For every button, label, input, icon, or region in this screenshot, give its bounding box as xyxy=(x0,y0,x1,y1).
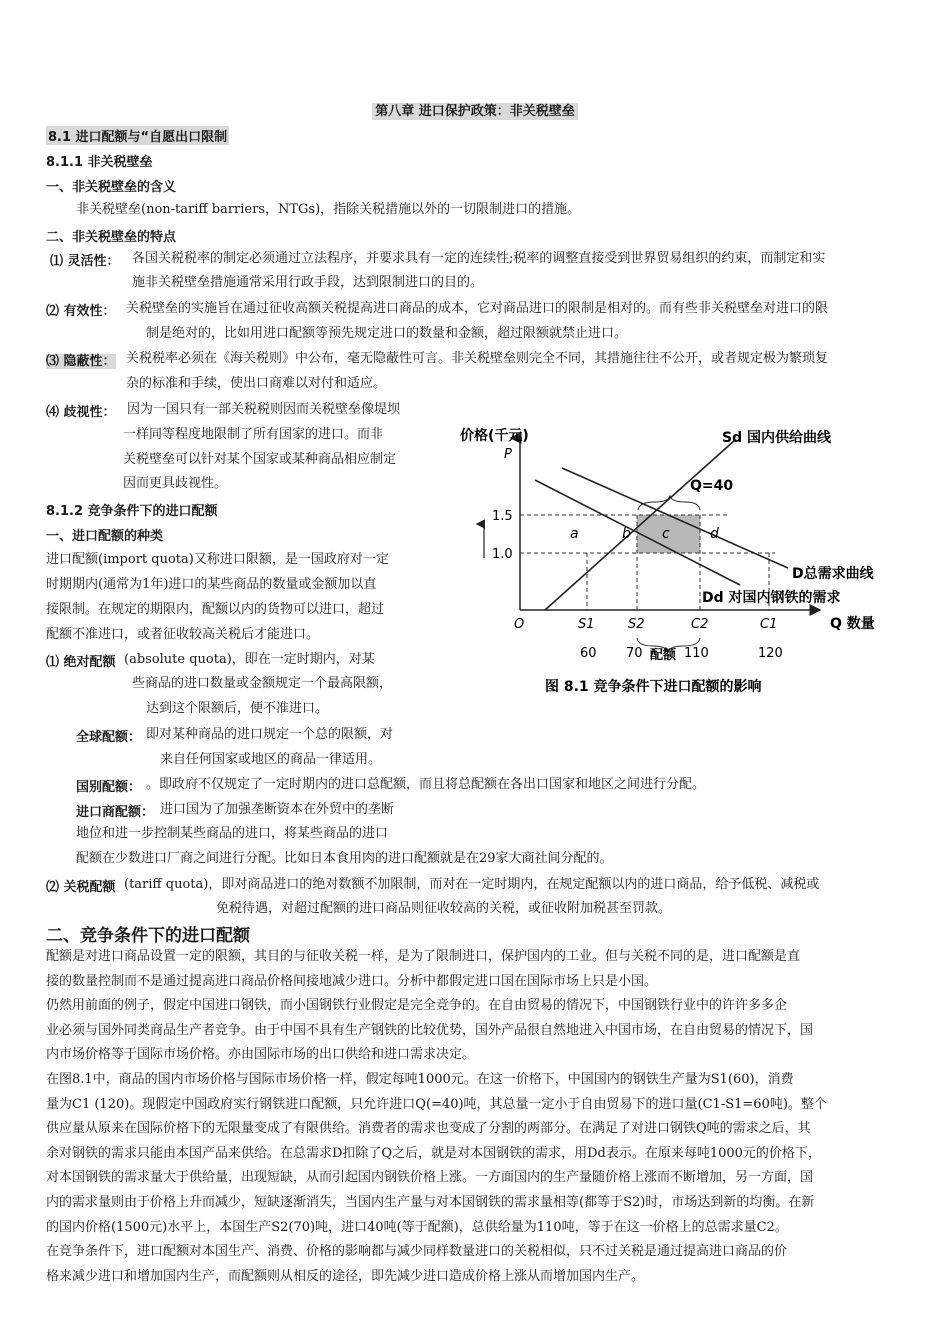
feature-flexibility-label: ⑴ 灵活性： xyxy=(50,254,120,269)
global-quota-label: 全球配额： xyxy=(76,730,142,745)
figure-8-1-diagram xyxy=(440,420,920,700)
feature-discrimination-line2: 一样同等程度地限制了所有国家的进口。而非 xyxy=(123,427,384,442)
x-tick-s2: S2 xyxy=(628,617,645,632)
body-line: 的国内价格(1500元)水平上，本国生产S2(70)吨，进口40吨(等于配额)，总供给量为110吨，等于在这一价格上的总需求量C2。 xyxy=(46,1219,788,1235)
x-tick-s1: S1 xyxy=(578,617,595,632)
x-axis-label: Q 数量 xyxy=(830,616,875,632)
body-line: 配额是对进口商品设置一定的限额，其目的与征收关税一样，是为了限制进口，保护国内的工业。但与关税不同的是，进口配额是直 xyxy=(46,949,801,964)
body-line: 余对钢铁的需求只能由本国产品来供给。在总需求D扣除了Q之后，就是对本国钢铁的需求，用Dd表示。在原来每吨1000元的价格下， xyxy=(46,1145,821,1161)
figure-caption: 图 8.1 竞争条件下进口配额的影响 xyxy=(545,679,762,695)
feature-effectiveness-line1: 关税壁垒的实施旨在通过征收高额关税提高进口商品的成本，它对商品进口的限制是相对的。而有些非关税壁垒对进口的限 xyxy=(126,301,829,316)
area-b-label: b xyxy=(622,526,631,542)
feature-flexibility-line2: 施非关税壁垒措施通常采用行政手段，达到限制进口的目的。 xyxy=(132,275,484,290)
value-120: 120 xyxy=(758,646,783,661)
feature-discrimination-line1: 因为一国只有一部关税税则因而关税壁垒像堤坝 xyxy=(127,402,401,417)
q-label: Q=40 xyxy=(690,478,734,494)
quota-label: 配额 xyxy=(650,648,677,663)
importer-quota-line1: 进口国为了加强垄断资本在外贸中的垄断 xyxy=(160,802,395,817)
origin-label: O xyxy=(514,617,525,632)
tariff-quota-label: ⑵ 关税配额 xyxy=(46,880,116,895)
body-line: 内市场价格等于国际市场价格。亦由国际市场的出口供给和进口需求决定。 xyxy=(46,1047,476,1063)
area-c-label: c xyxy=(662,526,670,542)
section-8-1-2-heading: 8.1.2 竞争条件下的进口配额 xyxy=(46,504,218,519)
body-line: 量为C1 (120)。现假定中国政府实行钢铁进口配额，只允许进口Q(=40)吨，其总量一定小于自由贸易下的进口量(C1-S1=60吨)。整个 xyxy=(46,1096,827,1112)
heading-quota-types: 一、进口配额的种类 xyxy=(46,529,164,544)
section-heading-competitive-quota: 二、竞争条件下的进口配额 xyxy=(46,926,250,946)
absolute-quota-line1: (absolute quota)，即在一定时期内，对某 xyxy=(124,652,375,667)
y-tick-1-0: 1.0 xyxy=(492,547,513,562)
country-quota-text: 。即政府不仅规定了一定时期内的进口总配额，而且将总配额在各出口国家和地区之间进行分配。 xyxy=(146,777,706,792)
feature-effectiveness-label: ⑵ 有效性： xyxy=(46,304,116,319)
absolute-quota-label: ⑴ 绝对配额 xyxy=(46,655,116,670)
area-d-label: d xyxy=(710,526,719,542)
y-tick-1-5: 1.5 xyxy=(492,509,513,524)
area-a-label: a xyxy=(570,526,579,542)
feature-concealment-line1: 关税税率必须在《海关税则》中公布，毫无隐蔽性可言。非关税壁垒则完全不同，其措施往往不公开，或者规定极为繁琐复 xyxy=(126,351,829,366)
body-line: 格来减少进口和增加国内生产，而配额则从相反的途径，即先减少进口造成价格上涨从而增加国内生产。 xyxy=(46,1268,645,1284)
feature-concealment-label: ⑶ 隐蔽性： xyxy=(46,354,116,369)
total-demand-label: D总需求曲线 xyxy=(792,566,874,582)
quota-def-line4: 配额不准进口，或者征收较高关税后才能进口。 xyxy=(46,627,320,642)
body-line: 内的需求量则由于价格上升而减少，短缺逐渐消失，当国内生产量与对本国钢铁的需求量相等(都等于S2)时，市场达到新的均衡。在新 xyxy=(46,1194,815,1210)
body-line: 供应量从原来在国际价格下的无限量变成了有限供给。消费者的需求也变成了分割的两部分。在满足了对进口钢铁Q吨的需求之后，其 xyxy=(46,1121,811,1137)
domestic-demand-label: Dd 对国内钢铁的需求 xyxy=(702,590,841,606)
global-quota-line1: 即对某种商品的进口规定一个总的限额，对 xyxy=(146,727,394,742)
sd-label: Sd 国内供给曲线 xyxy=(722,430,831,446)
feature-discrimination-label: ⑷ 歧视性： xyxy=(46,405,116,420)
feature-effectiveness-line2: 制是绝对的，比如用进口配额等预先规定进口的数量和金额，超过限额就禁止进口。 xyxy=(146,326,628,341)
tariff-quota-line1: (tariff quota)，即对商品进口的绝对数额不加限制，而对在一定时期内，在规定配额以内的进口商品，给予低税、减税或 xyxy=(124,877,820,892)
body-line: 业必须与国外同类商品生产者竞争。由于中国不具有生产钢铁的比较优势，国外产品很自然地进入中国市场，在自由贸易的情况下，国 xyxy=(46,1022,814,1038)
country-quota-label: 国别配额： xyxy=(76,780,142,795)
importer-quota-line3: 配额在少数进口厂商之间进行分配。比如日本食用肉的进口配额就是在29家大商社间分配的。 xyxy=(76,851,613,866)
body-line: 在竞争条件下，进口配额对本国生产、消费、价格的影响都与减少同样数量进口的关税相似，只不过关税是通过提高进口商品的价 xyxy=(46,1244,788,1260)
domestic-supply-curve xyxy=(545,440,735,610)
body-line: 对本国钢铁的需求量大于供给量，出现短缺，从而引起国内钢铁价格上涨。一方面国内的生产量随价格上涨而不断增加，另一方面，国 xyxy=(46,1170,814,1186)
absolute-quota-line2: 些商品的进口数量或金额规定一个最高限额， xyxy=(132,676,393,691)
q-brace xyxy=(638,496,700,510)
heading-meaning: 一、非关税壁垒的含义 xyxy=(46,180,177,195)
value-110: 110 xyxy=(684,646,709,661)
quota-def-line2: 时期期内(通常为1年)进口的某些商品的数量或金额加以直 xyxy=(46,577,377,592)
y-axis-label: 价格(千元) xyxy=(460,428,529,444)
x-tick-c2: C2 xyxy=(691,617,709,632)
value-60: 60 xyxy=(580,646,597,661)
body-line: 在图8.1中，商品的国内市场价格与国际市场价格一样，假定每吨1000元。在这一价格下，中国国内的钢铁生产量为S1(60)，消费 xyxy=(46,1071,794,1087)
heading-features: 二、非关税壁垒的特点 xyxy=(46,230,177,245)
tariff-quota-line2: 免税待遇，对超过配额的进口商品则征收较高的关税，或征收附加税甚至罚款。 xyxy=(216,901,672,916)
body-line: 接的数量控制而不是通过提高进口商品价格间接地减少进口。分析中都假定进口国在国际市场上只是小国。 xyxy=(46,973,658,989)
feature-concealment-line2: 杂的标准和手续，使出口商难以对付和适应。 xyxy=(126,376,387,391)
chapter-title: 第八章 进口保护政策：非关税壁垒 xyxy=(0,100,950,119)
quota-def-line1: 进口配额(import quota)又称进口限额，是一国政府对一定 xyxy=(46,552,389,567)
importer-quota-line2: 地位和进一步控制某些商品的进口，将某些商品的进口 xyxy=(76,826,389,841)
body-text xyxy=(46,945,906,1289)
importer-quota-label: 进口商配额： xyxy=(76,805,155,820)
feature-discrimination-line3: 关税壁垒可以针对某个国家或某种商品相应制定 xyxy=(123,452,397,467)
absolute-quota-line3: 达到这个限额后，便不准进口。 xyxy=(146,701,329,716)
value-70: 70 xyxy=(626,646,643,661)
p-label: P xyxy=(504,447,512,462)
section-8-1-heading: 8.1 进口配额与“自愿出口限制 xyxy=(46,126,229,145)
x-tick-c1: C1 xyxy=(760,617,778,632)
quota-def-line3: 接限制。在规定的期限内，配额以内的货物可以进口，超过 xyxy=(46,602,385,617)
feature-flexibility-line1: 各国关税税率的制定必须通过立法程序，并要求具有一定的连续性;税率的调整直接受到世界贸易组织的约束，而制定和实 xyxy=(132,251,826,266)
feature-discrimination-line4: 因而更具歧视性。 xyxy=(123,476,228,491)
meaning-text: 非关税壁垒(non-tariff barriers，NTGs)，指除关税措施以外的一切限制进口的措施。 xyxy=(76,202,581,217)
global-quota-line2: 来自任何国家或地区的商品一律适用。 xyxy=(160,752,382,767)
body-line: 仍然用前面的例子，假定中国进口钢铁，而小国钢铁行业假定是完全竞争的。在自由贸易的情况下，中国钢铁行业中的许许多多企 xyxy=(46,998,788,1014)
section-8-1-1-heading: 8.1.1 非关税壁垒 xyxy=(46,155,153,170)
